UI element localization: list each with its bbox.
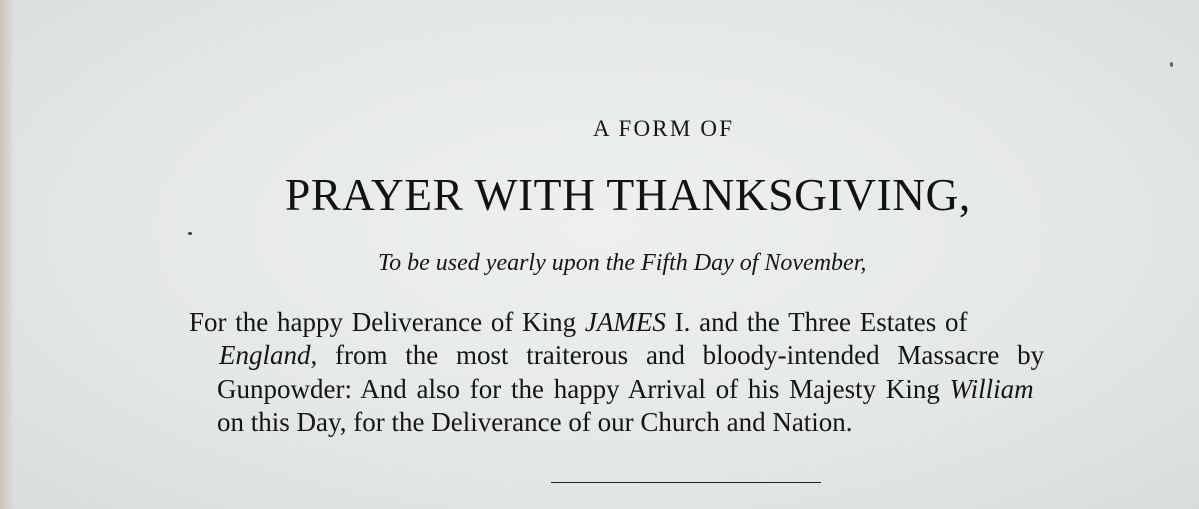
pre-title: A FORM OF bbox=[593, 116, 735, 141]
body-text: For the happy Deliverance of King bbox=[189, 307, 585, 337]
page-title: PRAYER WITH THANKSGIVING, bbox=[285, 169, 971, 220]
body-line-3 bbox=[217, 374, 1034, 405]
italic-name: William bbox=[949, 374, 1034, 404]
body-line-1 bbox=[189, 307, 968, 338]
body-text: Gunpowder: And also for the happy Arrival of his Majesty King bbox=[217, 374, 950, 404]
section-divider-rule bbox=[551, 482, 821, 483]
body-line-2 bbox=[219, 340, 1044, 371]
body-text: I. and the Three Estates of bbox=[665, 307, 968, 337]
body-line-4: on this Day, for the Deliverance of our Church and Nation. bbox=[217, 407, 853, 437]
italic-name: JAMES bbox=[584, 307, 666, 337]
body-text: , from the most traiterous and bloody-intended Massacre by bbox=[310, 340, 1045, 370]
italic-place: England bbox=[219, 340, 311, 370]
subtitle: To be used yearly upon the Fifth Day of November, bbox=[378, 250, 867, 276]
